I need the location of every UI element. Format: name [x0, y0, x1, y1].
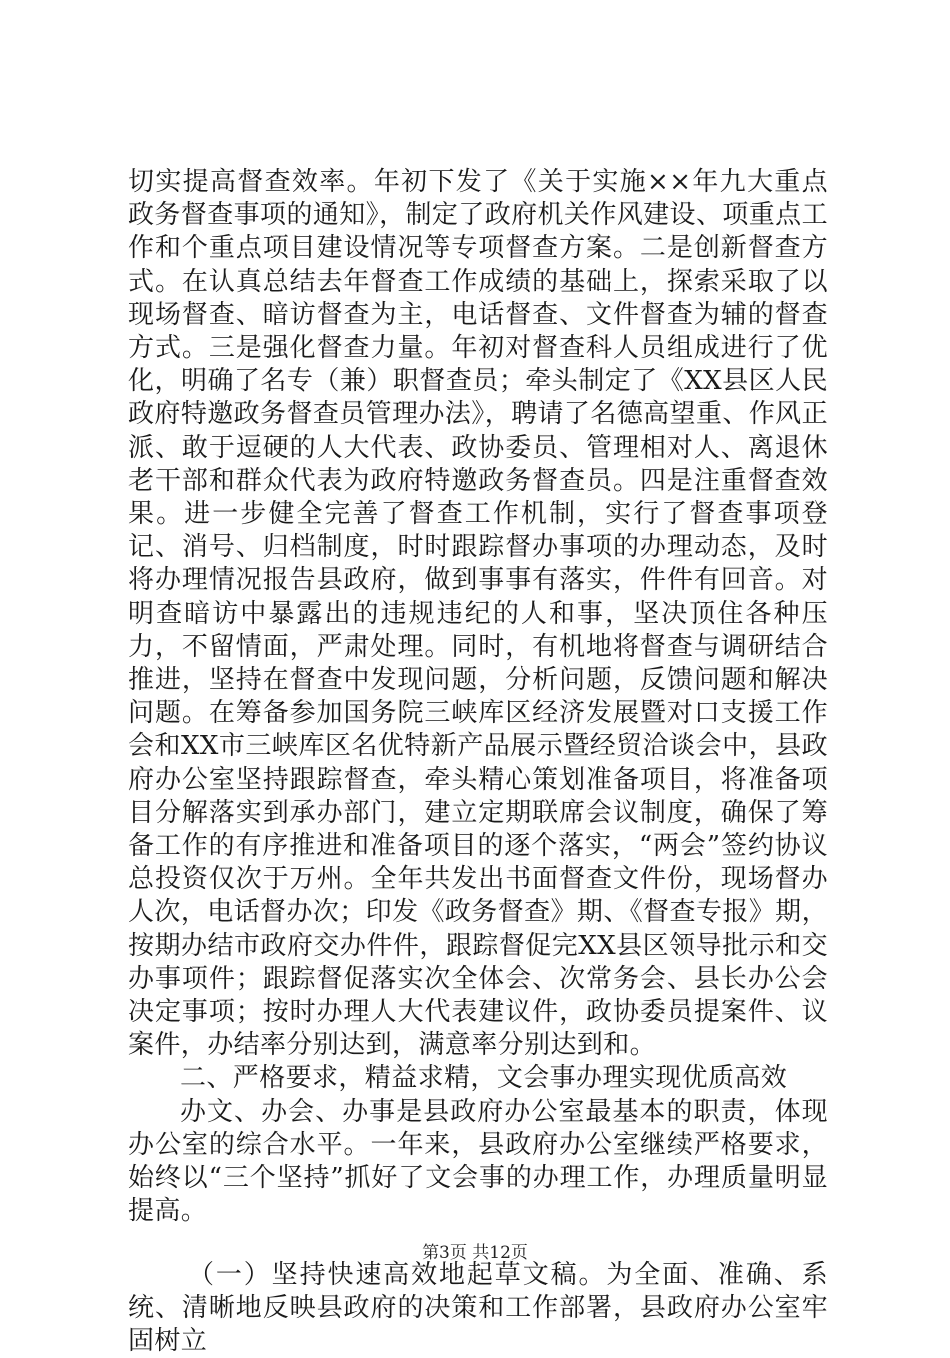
page-footer: 第3页 共12页 [0, 1242, 950, 1264]
section-heading: 二、严格要求，精益求精，文会事办理实现优质高效 [128, 1062, 828, 1095]
body-paragraph-2: 办文、办会、办事是县政府办公室最基本的职责，体现办公室的综合水平。一年来，县政府办公室继续严格要求，始终以“三个坚持”抓好了文会事的办理工作，办理质量明显提高。 [128, 1096, 828, 1229]
body-paragraph-3: （一）坚持快速高效地起草文稿。为全面、准确、系统、清晰地反映县政府的决策和工作部署，县政府办公室牢固树立 [128, 1259, 828, 1358]
document-body [128, 166, 828, 1358]
body-paragraph-1: 切实提高督查效率。年初下发了《关于实施××年九大重点政务督查事项的通知》，制定了政府机关作风建设、项重点工作和个重点项目建设情况等专项督查方案。二是创新督查方式。在认真总结去年督查工作成绩的基础上，探索采取了以现场督查、暗访督查为主，电话督查、文件督查为辅的督查方式。三是强化督查力量。年初对督查科人员组成进行了优化，明确了名专（兼）职督查员；牵头制定了《XX县区人民政府特邀政务督查员管理办法》，聘请了名德高望重、作风正派、敢于逗硬的人大代表、政协委员、管理相对人、离退休老干部和群众代表为政府特邀政务督查员。四是注重督查效果。进一步健全完善了督查工作机制，实行了督查事项登记、消号、归档制度，时时跟踪督办事项的办理动态，及时将办理情况报告县政府，做到事事有落实，件件有回音。对明查暗访中暴露出的违规违纪的人和事，坚决顶住各种压力，不留情面，严肃处理。同时，有机地将督查与调研结合推进，坚持在督查中发现问题，分析问题，反馈问题和解决问题。在筹备参加国务院三峡库区经济发展暨对口支援工作会和XX市三峡库区名优特新产品展示暨经贸洽谈会中，县政府办公室坚持跟踪督查，牵头精心策划准备项目，将准备项目分解落实到承办部门，建立定期联席会议制度，确保了筹备工作的有序推进和准备项目的逐个落实，“两会”签约协议总投资仅次于万州。全年共发出书面督查文件份，现场督办人次，电话督办次；印发《政务督查》期、《督查专报》期，按期办结市政府交办件件，跟踪督促完XX县区领导批示和交办事项件；跟踪督促落实次全体会、次常务会、县长办公会决定事项；按时办理人大代表建议件，政协委员提案件、议案件，办结率分别达到，满意率分别达到和。 [128, 166, 828, 1062]
